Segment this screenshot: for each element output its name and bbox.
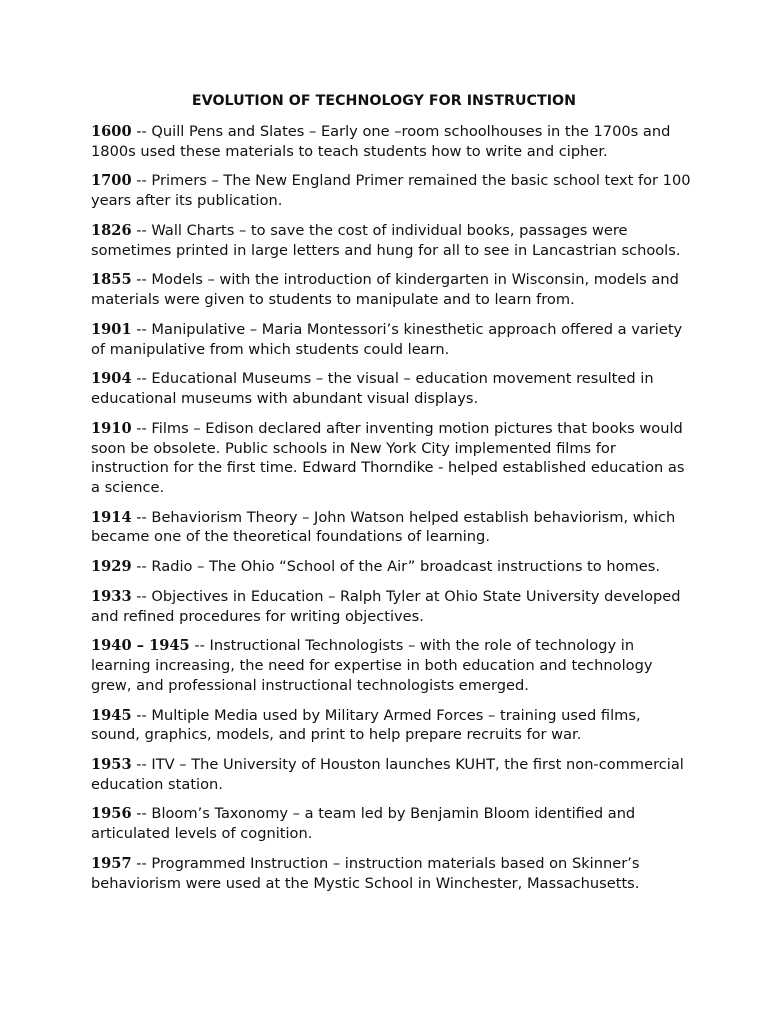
timeline-entry [91,171,691,210]
timeline-entry [91,557,691,577]
entry-text: -- Quill Pens and Slates – Early one –room schoolhouses in the 1700s and 1800s used these materials to teach students how to write and cipher. [91,123,671,160]
timeline-entry [91,320,691,359]
entry-year: 1700 [91,172,132,190]
timeline-entry [91,508,691,547]
entry-text: -- Behaviorism Theory – John Watson helped establish behaviorism, which became one of the theoretical foundations of learning. [91,508,676,546]
entry-text: -- ITV – The University of Houston launches KUHT, the first non-commercial education station. [91,756,684,793]
entry-year: 1940 – 1945 [91,637,190,655]
entry-year: 1957 [91,854,132,872]
entry-text: -- Bloom’s Taxonomy – a team led by Benjamin Bloom identified and articulated levels of cognition. [91,805,636,843]
timeline-entry [91,755,691,794]
entry-text: -- Objectives in Education – Ralph Tyler at Ohio State University developed and refined procedures for writing objectives. [91,587,681,625]
entry-text: -- Programmed Instruction – instruction materials based on Skinner’s behaviorism were used at the Mystic School in Winchester, Massachusetts. [91,854,640,892]
entry-text: -- Multiple Media used by Military Armed Forces – training used films, sound, graphics, models, and print to help prepare recruits for war. [91,706,641,744]
entry-year: 1904 [91,370,132,388]
timeline-list [91,122,691,903]
entry-year: 1929 [91,558,132,576]
timeline-entry [91,706,691,745]
timeline-entry [91,804,691,843]
entry-year: 1933 [91,587,132,605]
document-title: EVOLUTION OF TECHNOLOGY FOR INSTRUCTION [191,93,577,109]
entry-year: 1826 [91,221,132,239]
entry-year: 1855 [91,271,132,289]
entry-year: 1901 [91,320,132,338]
entry-year: 1910 [91,419,132,437]
entry-text: -- Primers – The New England Primer remained the basic school text for 100 years after its publication. [91,172,691,210]
timeline-entry [91,854,691,893]
entry-year: 1956 [91,805,132,823]
timeline-entry [91,369,691,408]
timeline-entry [91,270,691,309]
timeline-entry [91,122,691,161]
entry-text: -- Wall Charts – to save the cost of individual books, passages were sometimes printed in large letters and hung for all to see in Lancastrian schools. [91,221,681,259]
timeline-entry [91,419,691,497]
entry-text: -- Models – with the introduction of kindergarten in Wisconsin, models and materials were given to students to manipulate and to learn from. [91,271,679,309]
timeline-entry [91,221,691,260]
entry-text: -- Educational Museums – the visual – education movement resulted in educational museums with abundant visual displays. [91,370,654,408]
entry-year: 1945 [91,706,132,724]
timeline-entry [91,636,691,695]
entry-text: -- Instructional Technologists – with the role of technology in learning increasing, the need for expertise in both education and technology grew, and professional instructional technologists emerged. [91,637,653,694]
entry-text: -- Radio – The Ohio “School of the Air” broadcast instructions to homes. [131,558,660,576]
entry-year: 1953 [91,756,132,773]
entry-year: 1914 [91,508,132,526]
timeline-entry [91,587,691,626]
entry-year: 1600 [91,123,132,140]
entry-text: -- Films – Edison declared after inventing motion pictures that books would soon be obsolete. Public schools in New York City implemented films for instruction for the first time. Edward Thorndike - helped established education as a science. [91,419,685,496]
entry-text: -- Manipulative – Maria Montessori’s kinesthetic approach offered a variety of manipulative from which students could learn. [91,320,683,358]
